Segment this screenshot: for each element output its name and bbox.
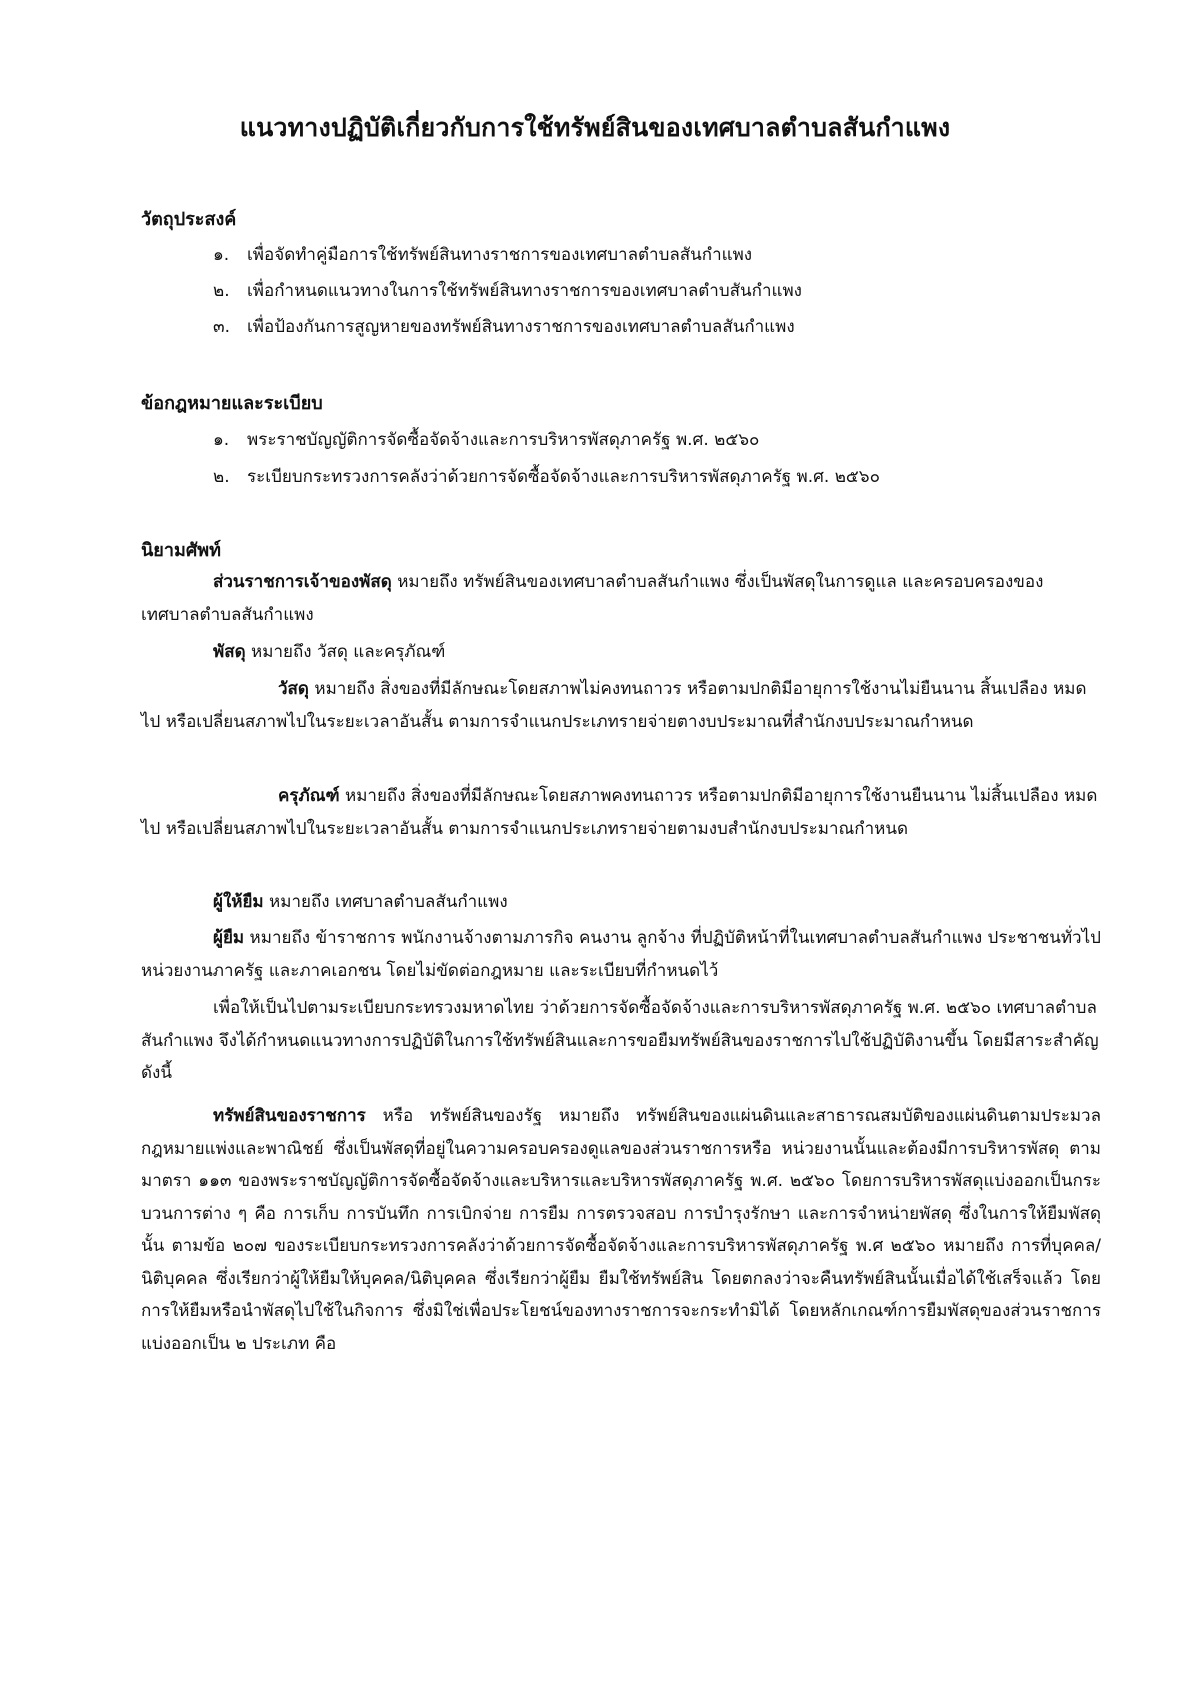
term-definition: หรือ ทรัพย์สินของรัฐ หมายถึง ทรัพย์สินของแผ่นดินและสาธารณสมบัติของแผ่นดินตามประมวลกฎหมายแพ่งและพาณิชย์ ซึ่งเป็นพัสดุที่อยู่ในความครอบครองดูแลของส่วนราชการหรือ หน่วยงานนั้นและต้องมีการบริหารพัสดุ ตามมาตรา ๑๑๓ ของพระราชบัญญัติการจัดซื้อจัดจ้างและบริหารและบริหารพัสดุภาครัฐ พ.ศ. ๒๕๖๐ โดยการบริหารพัสดุแบ่งออกเป็นกระบวนการต่าง ๆ คือ การเก็บ การบันทึก การเบิกจ่าย การยืม การตรวจสอบ การบำรุงรักษา และการจำหน่ายพัสดุ ซึ่งในการให้ยืมพัสดุนั้น ตามข้อ ๒๐๗ ของระเบียบกระทรวงการคลังว่าด้วยการจัดซื้อจัดจ้างและการบริหารพัสดุภาครัฐ พ.ศ ๒๕๖๐ หมายถึง การที่บุคคล/นิติบุคคล ซึ่งเรียกว่าผู้ให้ยืมให้บุคคล/นิติบุคคล ซึ่งเรียกว่าผู้ยืม ยืมใช้ทรัพย์สิน โดยตกลงว่าจะคืนทรัพย์สินนั้นเมื่อได้ใช้เสร็จแล้ว โดยการให้ยืมหรือนำพัสดุไปใช้ในกิจการ ซึ่งมิใช่เพื่อประโยชน์ของทางราชการจะกระทำมิได้ โดยหลักเกณฑ์การยืมพัสดุของส่วนราชการแบ่งออกเป็น ๒ ประเภท คือ bbox=[141, 1106, 1101, 1354]
objective-item bbox=[213, 313, 795, 340]
definition-borrower bbox=[141, 922, 1101, 987]
definition-durable bbox=[141, 780, 1101, 845]
law-item bbox=[213, 426, 759, 453]
term-label: ทรัพย์สินของราชการ bbox=[213, 1106, 366, 1126]
term-definition: หมายถึง สิ่งของที่มีลักษณะโดยสภาพคงทนถาวร หรือตามปกติมีอายุการใช้งานยืนนาน ไม่สิ้นเปลือง หมดไป หรือเปลี่ยนสภาพไปในระยะเวลาอันสั้น ตามการจำแนกประเภทรายจ่ายตามงบสำนักงบประมาณกำหนด bbox=[141, 786, 1098, 839]
definition-supply bbox=[141, 636, 1101, 669]
list-number: ๓. bbox=[213, 317, 231, 337]
law-item bbox=[213, 463, 880, 490]
term-definition: หมายถึง ทรัพย์สินของเทศบาลตำบลสันกำแพง ซึ่งเป็นพัสดุในการดูแล และครอบครองของเทศบาลตำบลสันกำแพง bbox=[141, 572, 1044, 625]
list-number: ๑. bbox=[213, 245, 230, 265]
term-definition: หมายถึง ข้าราชการ พนักงานจ้างตามภารกิจ คนงาน ลูกจ้าง ที่ปฏิบัติหน้าที่ในเทศบาลตำบลสันกำแพง ประชาชนทั่วไป หน่วยงานภาครัฐ และภาคเอกชน โดยไม่ขัดต่อกฎหมาย และระเบียบที่กำหนดไว้ bbox=[141, 928, 1101, 981]
objectives-heading: วัตถุประสงค์ bbox=[141, 209, 237, 230]
objective-item bbox=[213, 241, 752, 268]
list-number: ๒. bbox=[213, 281, 230, 301]
page-title: แนวทางปฏิบัติเกี่ยวกับการใช้ทรัพย์สินของเทศบาลตำบลสันกำแพง bbox=[239, 113, 951, 142]
term-label: ส่วนราชการเจ้าของพัสดุ bbox=[213, 572, 392, 592]
term-definition: หมายถึง สิ่งของที่มีลักษณะโดยสภาพไม่คงทนถาวร หรือตามปกติมีอายุการใช้งานไม่ยืนนาน สิ้นเปลือง หมดไป หรือเปลี่ยนสภาพไปในระยะเวลาอันสั้น ตามการจำแนกประเภทรายจ่ายตางบประมาณที่สำนักงบประมาณกำหนด bbox=[141, 679, 1087, 732]
definition-lender bbox=[141, 886, 1101, 919]
list-text: เพื่อจัดทำคู่มือการใช้ทรัพย์สินทางราชการของเทศบาลตำบลสันกำแพง bbox=[247, 245, 753, 265]
definitions-heading: นิยามศัพท์ bbox=[141, 540, 221, 561]
definition-owner bbox=[141, 566, 1101, 631]
term-label: ครุภัณฑ์ bbox=[278, 786, 340, 806]
list-number: ๑. bbox=[213, 430, 230, 450]
term-definition: หมายถึง วัสดุ และครุภัณฑ์ bbox=[245, 642, 446, 662]
list-text: ระเบียบกระทรวงการคลังว่าด้วยการจัดซื้อจัดจ้างและการบริหารพัสดุภาครัฐ พ.ศ. ๒๕๖๐ bbox=[247, 467, 880, 487]
definition-gov-property bbox=[141, 1100, 1101, 1360]
laws-heading: ข้อกฎหมายและระเบียบ bbox=[141, 393, 323, 414]
list-text: พระราชบัญญัติการจัดซื้อจัดจ้างและการบริหารพัสดุภาครัฐ พ.ศ. ๒๕๖๐ bbox=[247, 430, 760, 450]
list-text: เพื่อกำหนดแนวทางในการใช้ทรัพย์สินทางราชการของเทศบาลตำบสันกำแพง bbox=[247, 281, 802, 301]
purpose-paragraph bbox=[141, 992, 1101, 1090]
term-label: วัสดุ bbox=[278, 679, 309, 699]
term-label: พัสดุ bbox=[213, 642, 246, 662]
list-number: ๒. bbox=[213, 467, 230, 487]
term-label: ผู้ยืม bbox=[213, 928, 245, 948]
definition-material bbox=[141, 673, 1101, 738]
list-text: เพื่อป้องกันการสูญหายของทรัพย์สินทางราชการของเทศบาลตำบลสันกำแพง bbox=[247, 317, 795, 337]
objective-item bbox=[213, 277, 802, 304]
term-definition: หมายถึง เทศบาลตำบลสันกำแพง bbox=[263, 892, 508, 912]
paragraph-text: เพื่อให้เป็นไปตามระเบียบกระทรวงมหาดไทย ว่าด้วยการจัดซื้อจัดจ้างและการบริหารพัสดุภาครัฐ พ.ศ. ๒๕๖๐ เทศบาลตำบลสันกำแพง จึงได้กำหนดแนวทางการปฏิบัติในการใช้ทรัพย์สินและการขอยืมทรัพย์สินของราชการไปใช้ปฏิบัติงานขึ้น โดยมีสาระสำคัญ ดังนี้ bbox=[141, 998, 1099, 1083]
term-label: ผู้ให้ยืม bbox=[213, 892, 264, 912]
